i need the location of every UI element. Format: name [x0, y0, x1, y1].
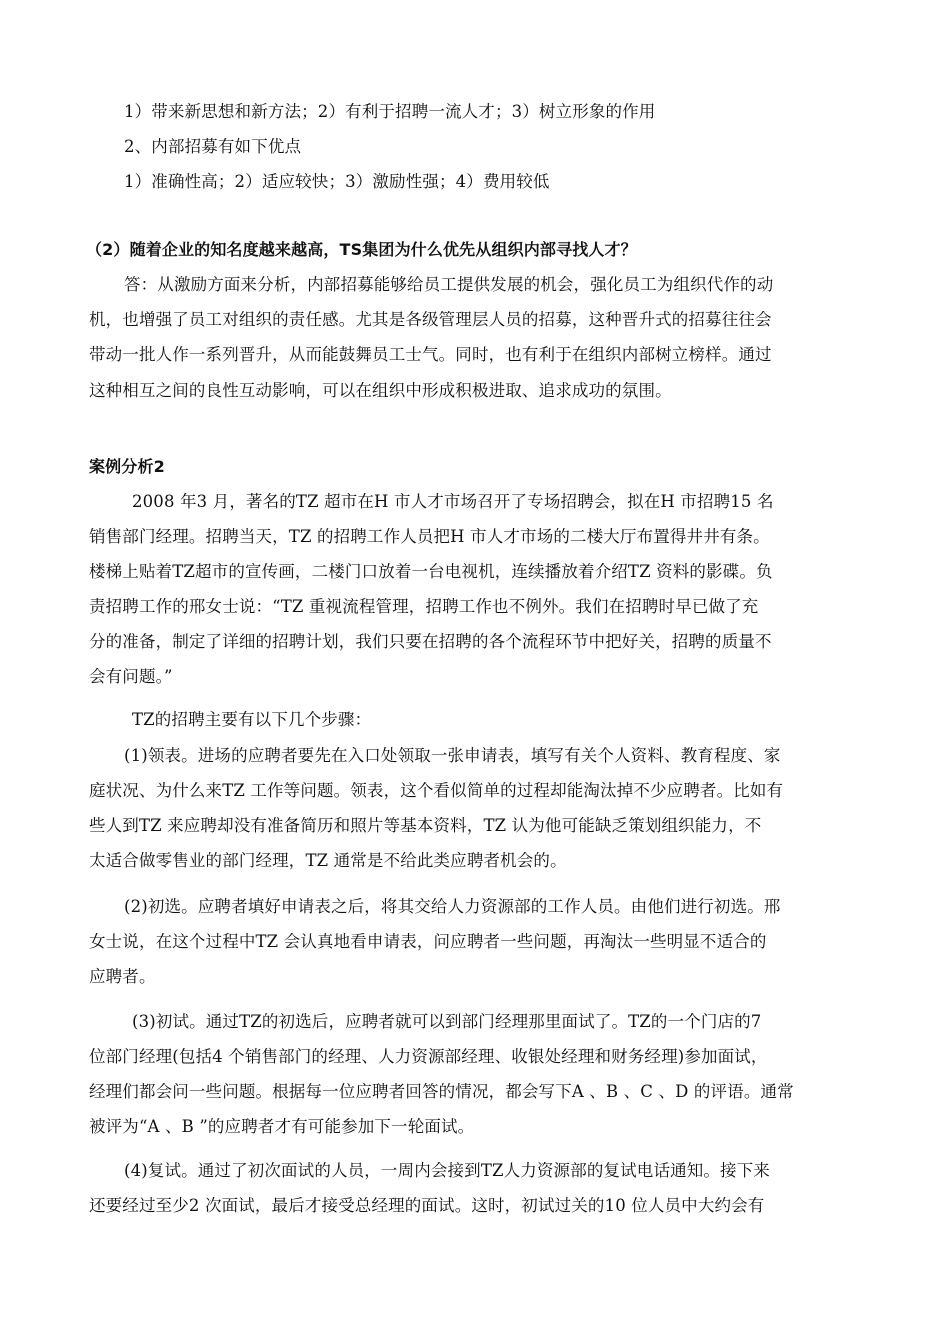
text-line: (1)领表。进场的应聘者要先在入口处领取一张申请表，填写有关个人资料、教育程度、家 [124, 746, 781, 765]
text-line: (2)初选。应聘者填好申请表之后，将其交给人力资源部的工作人员。由他们进行初选。邢 [124, 897, 781, 916]
text-line: 会有问题。” [89, 667, 173, 686]
text-line: 2008 年3 月，著名的TZ 超市在H 市人才市场召开了专场招聘会，拟在H 市招聘15 名 [132, 492, 774, 511]
text-line: (4)复试。通过了初次面试的人员，一周内会接到TZ人力资源部的复试电话通知。接下来 [124, 1161, 770, 1180]
text-line: 机，也增强了员工对组织的责任感。尤其是各级管理层人员的招募，这种晋升式的招募往往会 [89, 310, 772, 329]
text-line: 这种相互之间的良性互动影响，可以在组织中形成积极进取、追求成功的氛围。 [89, 381, 672, 400]
question-heading: （2）随着企业的知名度越来越高，TS集团为什么优先从组织内部寻找人才？ [86, 240, 637, 259]
section-heading: 案例分析2 [89, 457, 165, 476]
text-line: 答：从激励方面来分析，内部招募能够给员工提供发展的机会，强化员工为组织代作的动 [124, 275, 774, 294]
text-line: 1）带来新思想和新方法；2）有利于招聘一流人才；3）树立形象的作用 [124, 102, 656, 121]
text-line: 被评为“A 、B ”的应聘者才有可能参加下一轮面试。 [89, 1117, 475, 1136]
text-line: 责招聘工作的邢女士说：“TZ 重视流程管理，招聘工作也不例外。我们在招聘时早已做了充 [89, 597, 759, 616]
text-line: 些人到TZ 来应聘却没有准备简历和照片等基本资料，TZ 认为他可能缺乏策划组织能力，不 [89, 816, 762, 835]
text-line: 带动一批人作一系列晋升，从而能鼓舞员工士气。同时，也有利于在组织内部树立榜样。通过 [89, 345, 772, 364]
text-line: 庭状况、为什么来TZ 工作等问题。领表，这个看似简单的过程却能淘汰掉不少应聘者。比如有 [89, 781, 784, 800]
text-line: 2、内部招募有如下优点 [124, 137, 302, 156]
text-line: 女士说，在这个过程中TZ 会认真地看申请表，问应聘者一些问题，再淘汰一些明显不适合的 [89, 932, 767, 951]
text-line: TZ的招聘主要有以下几个步骤： [132, 710, 372, 729]
text-line: 销售部门经理。招聘当天，TZ 的招聘工作人员把H 市人才市场的二楼大厅布置得井井有条。 [89, 527, 770, 546]
text-line: 经理们都会问一些问题。根据每一位应聘者回答的情况，都会写下A 、B 、C 、D 的评语。通常 [89, 1082, 794, 1101]
text-line: 位部门经理(包括4 个销售部门的经理、人力资源部经理、收银处经理和财务经理)参加面试， [89, 1047, 768, 1066]
text-line: 楼梯上贴着TZ超市的宣传画，二楼门口放着一台电视机，连续播放着介绍TZ 资料的影碟。负 [89, 562, 773, 581]
text-line: 太适合做零售业的部门经理，TZ 通常是不给此类应聘者机会的。 [89, 851, 567, 870]
text-line: 分的准备，制定了详细的招聘计划，我们只要在招聘的各个流程环节中把好关，招聘的质量不 [89, 632, 772, 651]
text-line: 还要经过至少2 次面试，最后才接受总经理的面试。这时，初试过关的10 位人员中大约会有 [89, 1196, 765, 1215]
text-line: 应聘者。 [89, 967, 156, 986]
text-line: 1）准确性高；2）适应较快；3）激励性强；4）费用较低 [124, 172, 550, 191]
text-line: (3)初试。通过TZ的初选后，应聘者就可以到部门经理那里面试了。TZ的一个门店的7 [132, 1012, 762, 1031]
